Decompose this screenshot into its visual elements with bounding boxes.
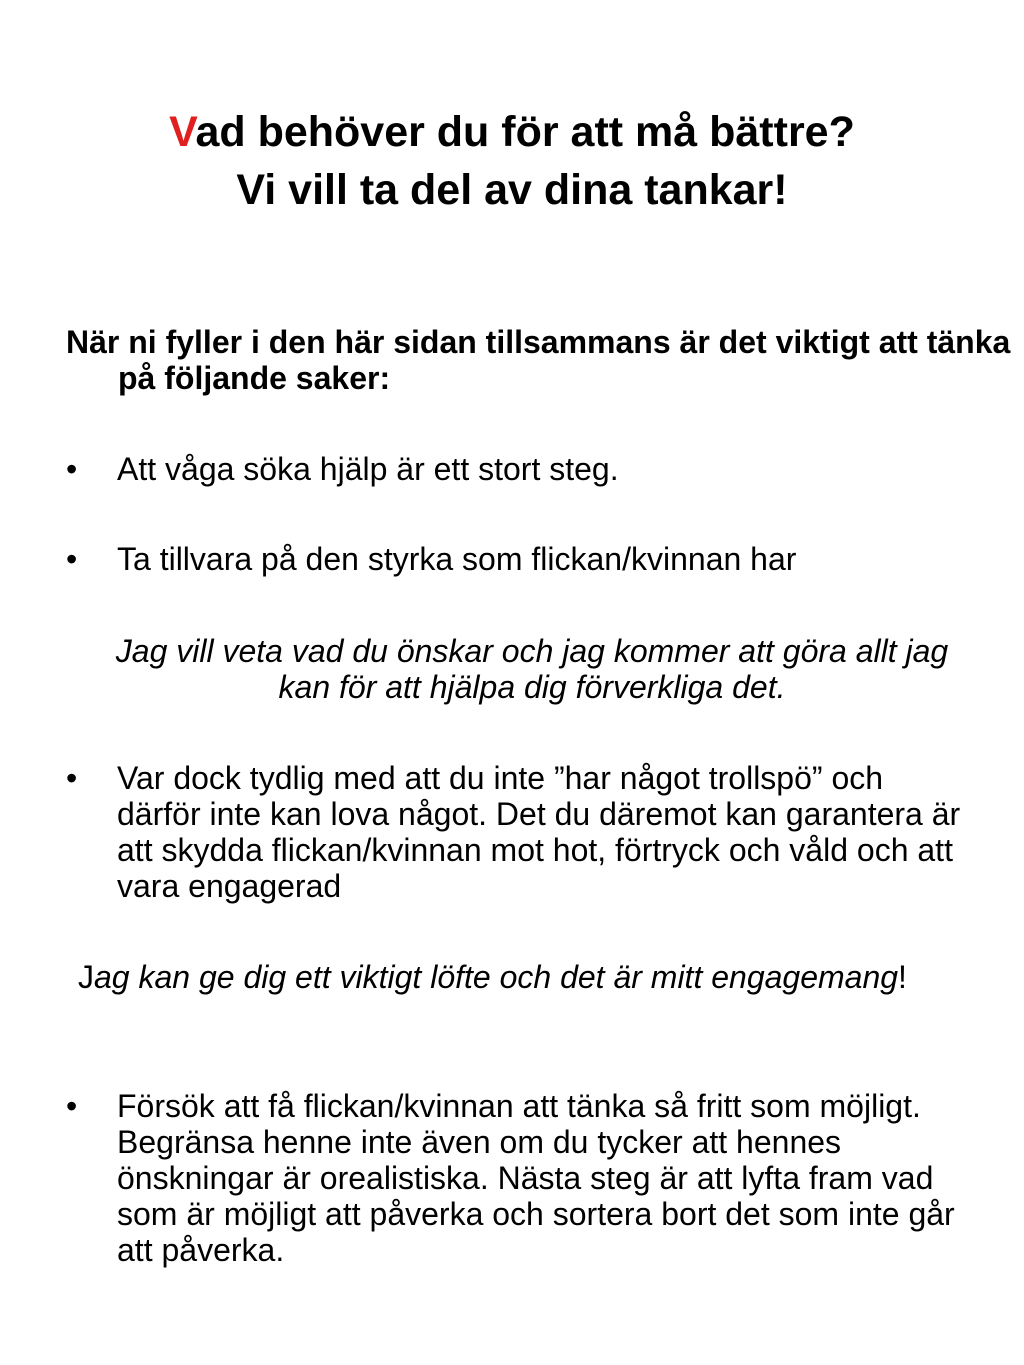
list-item — [66, 541, 966, 577]
bullet-text: Ta tillvara på den styrka som flickan/kvinnan har — [117, 541, 797, 577]
intro-text: När ni fyller i den här sidan tillsammans är det viktigt att tänka på följande saker: — [66, 324, 1011, 396]
title-line-1-text: ad behöver du för att må bättre? — [195, 108, 855, 156]
bullet-text: Försök att få flickan/kvinnan att tänka så fritt som möjligt. Begränsa henne inte även om du tycker att hennes önskningar är orealistiska. Nästa steg är att lyfta fram vad som är möjligt att påverka och sortera bort det som inte går att påverka. — [117, 1088, 955, 1268]
bullet-icon: • — [66, 541, 78, 577]
promise-tail: ! — [898, 959, 907, 995]
quote-text: Jag vill veta vad du önskar och jag kommer att göra allt jag kan för att hjälpa dig förverkliga det. — [115, 633, 949, 705]
page-title — [0, 103, 1024, 219]
promise-lead: J — [78, 959, 94, 995]
bullet-icon: • — [66, 1088, 78, 1124]
bullet-text: Att våga söka hjälp är ett stort steg. — [117, 451, 619, 487]
promise-text — [78, 959, 990, 995]
list-item — [66, 1088, 966, 1268]
list-item — [66, 451, 966, 487]
bullet-text: Var dock tydlig med att du inte ”har något trollspö” och därför inte kan lova något. Det du däremot kan garantera är att skydda flickan/kvinnan mot hot, förtryck och våld och att vara engagerad — [117, 760, 961, 904]
title-accent-letter: V — [169, 108, 196, 156]
list-item — [66, 760, 966, 904]
title-line-1 — [0, 103, 1024, 161]
title-line-2: Vi vill ta del av dina tankar! — [236, 166, 788, 214]
promise-italic: ag kan ge dig ett viktigt löfte och det är mitt engagemang — [94, 959, 899, 995]
bullet-icon: • — [66, 760, 78, 796]
bullet-icon: • — [66, 451, 78, 487]
